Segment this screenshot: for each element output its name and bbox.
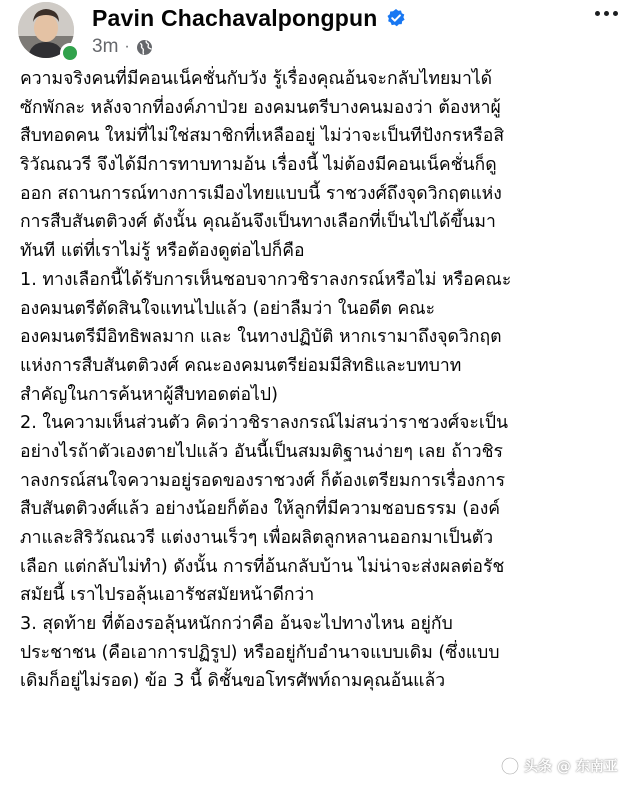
post-text-line: ประชาชน (คือเอาการปฏิรูป) หรืออยู่กับอำนาจแบบเดิม (ซึ่งแบบ xyxy=(20,642,500,663)
more-dot xyxy=(595,11,600,16)
verified-badge-icon xyxy=(386,8,406,28)
meta-separator: · xyxy=(124,38,130,55)
watermark-logo-icon xyxy=(500,756,520,776)
author-row xyxy=(92,4,406,32)
globe-icon[interactable] xyxy=(136,39,153,56)
post-text-line: สำคัญในการค้นหาผู้สืบทอดต่อไป) xyxy=(20,384,278,405)
post-header xyxy=(0,0,640,62)
post-text-line: ริวัณณวรี จึงได้มีการทาบทามอ้น เรื่องนี้ ไม่ต้องมีคอนเน็คชั่นก็ดู xyxy=(20,155,497,176)
post-text-line: การสืบสันตติวงศ์ ดังนั้น คุณอ้นจึงเป็นทางเลือกที่เป็นไปได้ขึ้นมา xyxy=(20,212,496,233)
author-name[interactable]: Pavin Chachavalpongpun xyxy=(92,4,378,31)
watermark-text: 头条 @ 东南亚 xyxy=(524,759,618,775)
post-text-line: สืบทอดคน ใหม่ที่ไม่ใช่สมาชิกที่เหลืออยู่ ไม่ว่าจะเป็นทีปังกรหรือสิ xyxy=(20,126,505,147)
author-avatar-wrap[interactable] xyxy=(18,2,78,62)
post-timestamp[interactable]: 3m xyxy=(92,36,119,57)
more-dot xyxy=(604,11,609,16)
post-text-line: องคมนตรีตัดสินใจแทนไปแล้ว (อย่าลืมว่า ในอดีต คณะ xyxy=(20,298,436,319)
post-text-line: เดิมก็อยู่ไม่รอด) ข้อ 3 นี้ ดิชั้นขอโทรศัพท์ถามคุณอ้นแล้ว xyxy=(20,671,446,692)
post-text-line: าลงกรณ์สนใจความอยู่รอดของราชวงศ์ ก็ต้องเตรียมการเรื่องการ xyxy=(20,470,506,491)
post-text-line: ทันที แต่ที่เราไม่รู้ หรือต้องดูต่อไปก็คือ xyxy=(20,241,305,262)
post-meta xyxy=(92,36,153,58)
more-dot xyxy=(613,11,618,16)
post-text-line: ออก สถานการณ์ทางการเมืองไทยแบบนี้ ราชวงศ์ถึงจุดวิกฤตแห่ง xyxy=(20,183,502,204)
post-text-line: อย่างไรถ้าตัวเองตายไปแล้ว อันนี้เป็นสมมติฐานง่ายๆ เลย ถ้าวชิร xyxy=(20,441,503,462)
post-text-line: สืบสันตติวงศ์แล้ว อย่างน้อยก็ต้อง ให้ลูกที่มีความชอบธรรม (องค์ xyxy=(20,499,501,520)
post-text-line: องคมนตรีมีอิทธิพลมาก และ ในทางปฏิบัติ หากเรามาถึงจุดวิกฤต xyxy=(20,327,502,348)
post-text-line: 2. ในความเห็นส่วนตัว คิดว่าวชิราลงกรณ์ไม่สนว่าราชวงศ์จะเป็น xyxy=(20,413,509,434)
post-text-line: ซักพักละ หลังจากที่องค์ภาป่วย องคมนตรีบางคนมองว่า ต้องหาผู้ xyxy=(20,97,501,118)
online-status-icon xyxy=(60,43,80,63)
watermark xyxy=(500,752,630,780)
post-text-line: แห่งการสืบสันตติวงศ์ คณะองคมนตรีย่อมมีสิทธิและบทบาท xyxy=(20,355,462,376)
post-body xyxy=(20,65,632,696)
post-text-line: ภาและสิริวัณณวรี แต่งงานเร็วๆ เพื่อผลิตลูกหลานออกมาเป็นตัว xyxy=(20,528,494,548)
post-text-line: เลือก แต่กลับไม่ทำ) ดังนั้น การที่อ้นกลับบ้าน ไม่น่าจะส่งผลต่อรัช xyxy=(20,556,505,577)
post-text-line: สมัยนี้ เราไปรอลุ้นเอารัชสมัยหน้าดีกว่า xyxy=(20,585,315,606)
post-text-line: ความจริงคนที่มีคอนเน็คชั่นกับวัง รู้เรื่องคุณอ้นจะกลับไทยมาได้ xyxy=(20,69,493,89)
more-options-icon[interactable] xyxy=(588,2,624,24)
post-text-line: 3. สุดท้าย ที่ต้องรอลุ้นหนักกว่าคือ อ้นจะไปทางไหน อยู่กับ xyxy=(20,614,453,635)
post-text-line: 1. ทางเลือกนี้ได้รับการเห็นชอบจากวชิราลงกรณ์หรือไม่ หรือคณะ xyxy=(20,269,512,290)
